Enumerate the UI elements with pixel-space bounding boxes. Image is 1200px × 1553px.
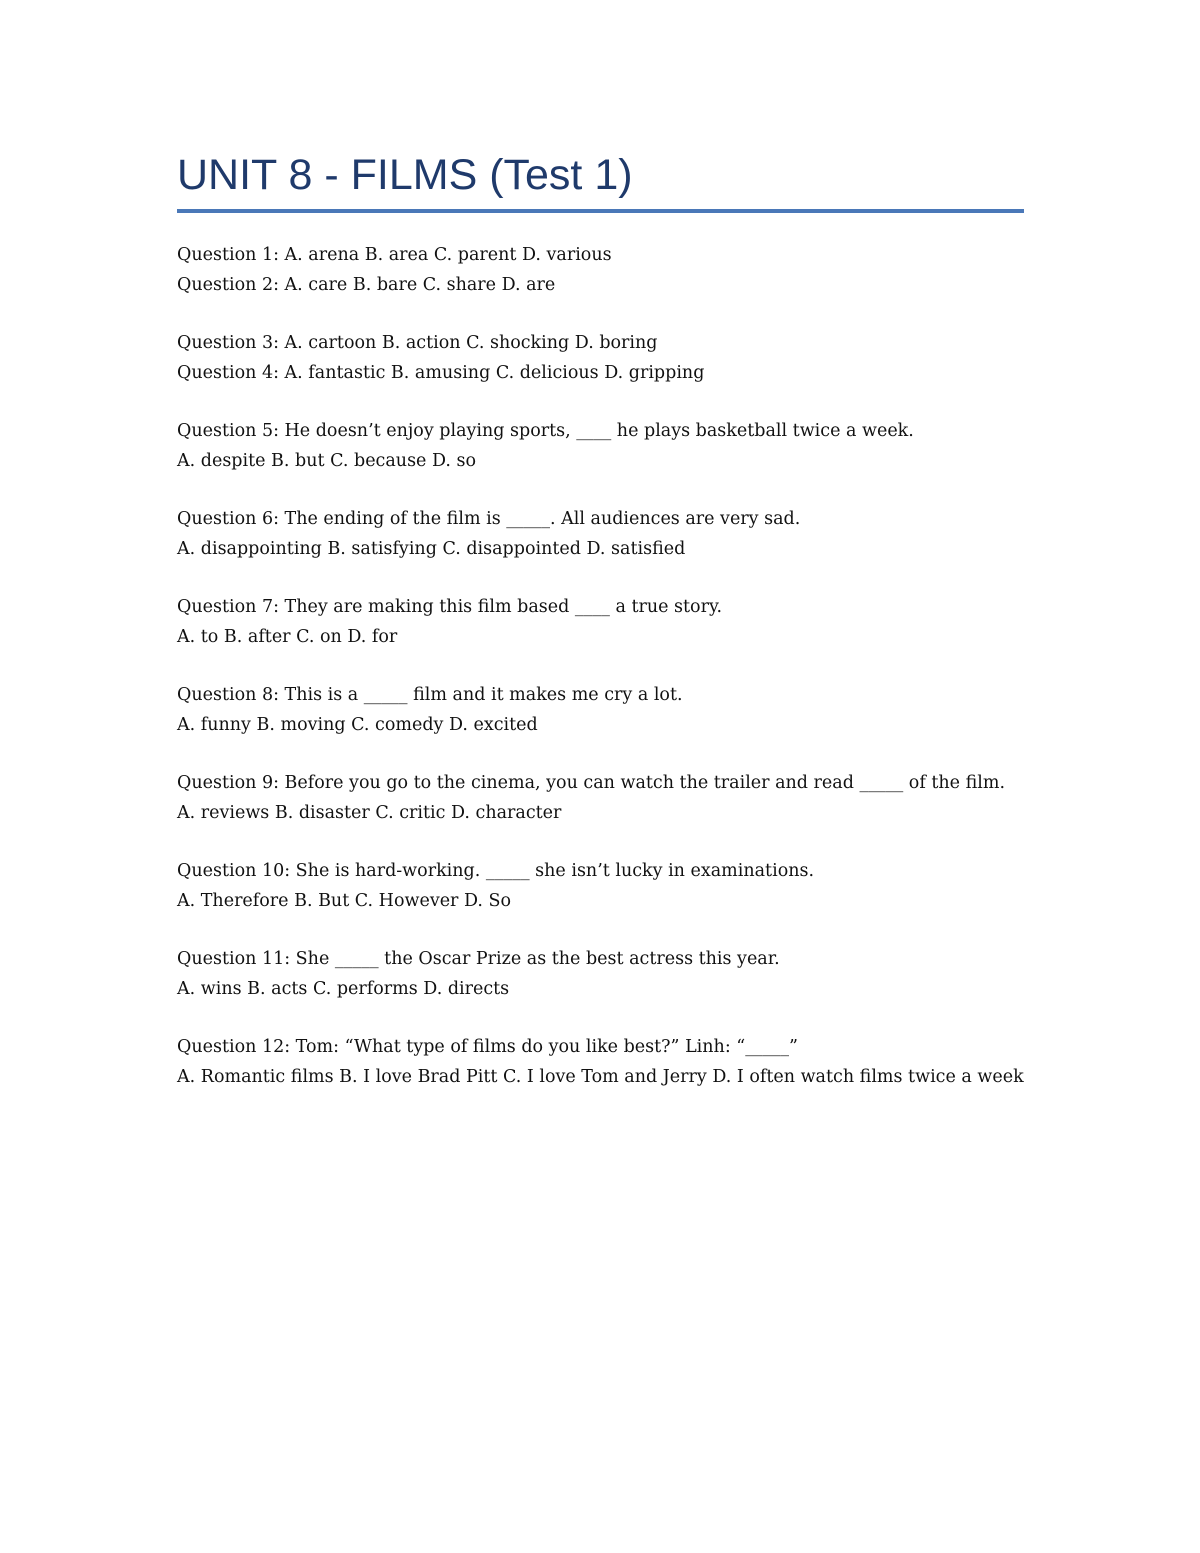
- question-list: [177, 241, 1027, 1121]
- question-group-9: [177, 769, 1027, 828]
- question-6-stem: Question 6: The ending of the film is _____. All audiences are very sad.: [177, 509, 801, 529]
- question-5-options: A. despite B. but C. because D. so: [177, 450, 477, 471]
- page-title: UNIT 8 - FILMS (Test 1): [177, 151, 633, 199]
- question-2: Question 2: A. care B. bare C. share D. are: [177, 274, 556, 295]
- question-group-8: [177, 681, 1027, 740]
- question-8-stem: Question 8: This is a _____ film and it makes me cry a lot.: [177, 685, 683, 705]
- question-12-options: A. Romantic films B. I love Brad Pitt C. I love Tom and Jerry D. I often watch films twice a week: [177, 1066, 1024, 1087]
- question-4: Question 4: A. fantastic B. amusing C. delicious D. gripping: [177, 362, 705, 383]
- question-group-11: [177, 945, 1027, 1004]
- question-group-6: [177, 505, 1027, 564]
- question-11-stem: Question 11: She _____ the Oscar Prize as the best actress this year.: [177, 949, 780, 969]
- question-1: Question 1: A. arena B. area C. parent D. various: [177, 245, 612, 265]
- question-11-options: A. wins B. acts C. performs D. directs: [177, 978, 510, 999]
- question-group-12: [177, 1033, 1027, 1092]
- question-7-stem: Question 7: They are making this film based ____ a true story.: [177, 597, 723, 617]
- question-8-options: A. funny B. moving C. comedy D. excited: [177, 714, 538, 735]
- question-group-7: [177, 593, 1027, 652]
- question-5-stem: Question 5: He doesn’t enjoy playing sports, ____ he plays basketball twice a week.: [177, 421, 914, 441]
- question-group-10: [177, 857, 1027, 916]
- question-group-5: [177, 417, 1027, 476]
- question-10-stem: Question 10: She is hard-working. _____ she isn’t lucky in examinations.: [177, 861, 815, 881]
- title-underline: [177, 209, 1024, 213]
- question-6-options: A. disappointing B. satisfying C. disappointed D. satisfied: [177, 538, 686, 559]
- question-group-2: [177, 329, 1027, 388]
- question-7-options: A. to B. after C. on D. for: [177, 626, 398, 647]
- question-9-stem: Question 9: Before you go to the cinema, you can watch the trailer and read _____ of the film.: [177, 773, 1006, 793]
- question-group-1: [177, 241, 1027, 300]
- question-3: Question 3: A. cartoon B. action C. shocking D. boring: [177, 333, 658, 353]
- question-12-stem: Question 12: Tom: “What type of films do you like best?” Linh: “_____”: [177, 1037, 798, 1057]
- question-10-options: A. Therefore B. But C. However D. So: [177, 890, 512, 911]
- question-9-options: A. reviews B. disaster C. critic D. character: [177, 802, 562, 823]
